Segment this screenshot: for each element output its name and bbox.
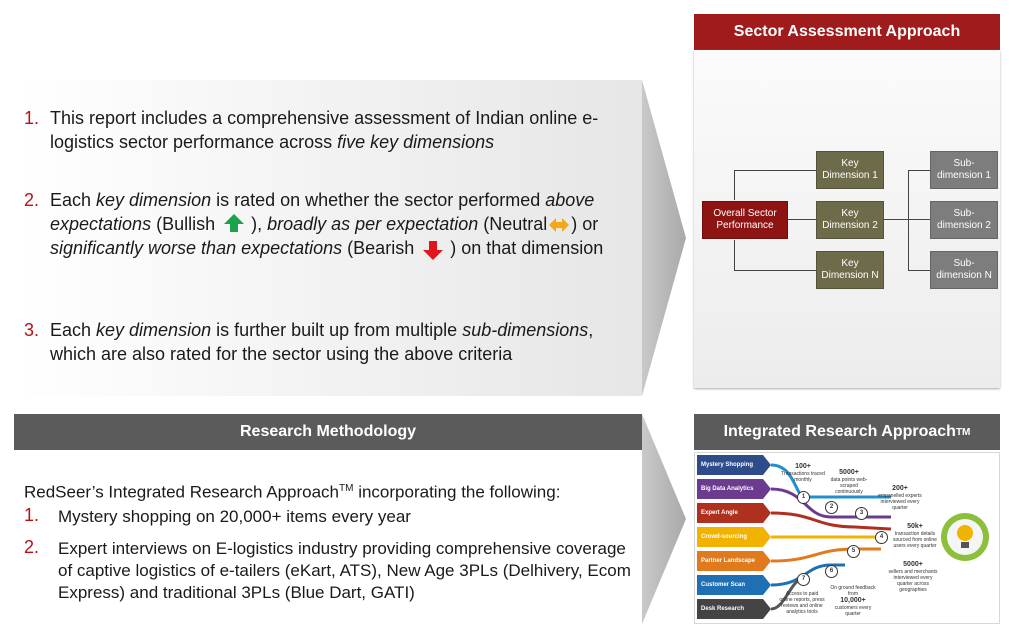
connector — [788, 219, 816, 220]
stat-value: 200+ — [892, 485, 908, 492]
assessment-panel — [18, 80, 642, 396]
bullet-emphasis: sub-dimensions — [462, 320, 589, 340]
methodology-intro — [24, 478, 644, 504]
bullet-emphasis: significantly worse than expectations — [50, 238, 343, 258]
tab-big-data-analytics: Big Data Analytics — [697, 479, 763, 499]
stat-caption: transaction details sourced from online users every quarter — [893, 531, 937, 549]
stat-value: 5000+ — [903, 561, 923, 568]
stat-value: 100+ — [795, 463, 811, 470]
bullet-text: ), — [246, 214, 268, 234]
step-circle: 2 — [825, 501, 838, 514]
tab-crowd-sourcing: Crowd-sourcing — [697, 527, 763, 547]
bullet-text: , which are also rated for the sector using the above criteria — [50, 320, 594, 364]
connector — [734, 170, 816, 171]
trademark-sup: TM — [339, 483, 354, 494]
trademark-sup: TM — [955, 426, 971, 438]
intro-text-end: incorporating the following: — [353, 482, 561, 502]
bullet-3 — [24, 318, 636, 366]
bullet-text: Each — [50, 190, 97, 210]
connector — [908, 170, 909, 270]
sub-dimension-box: Sub-dimension 2 — [930, 201, 998, 239]
bullet-number: 2. — [24, 190, 40, 210]
stat-note — [827, 469, 871, 495]
step-circle: 7 — [797, 573, 810, 586]
integrated-research-infographic — [694, 452, 1000, 624]
bullet-emphasis: five key dimensions — [337, 132, 495, 152]
bullet-emphasis: above expectations — [50, 190, 595, 234]
step-circle: 5 — [847, 545, 860, 558]
stat-value: 10,000+ — [840, 597, 866, 604]
bullish-arrow-icon — [224, 214, 244, 224]
overall-sector-box: Overall Sector Performance — [702, 201, 788, 239]
bullet-text: ) on that dimension — [445, 238, 604, 258]
tab-desk-research: Desk Research — [697, 599, 763, 619]
stat-caption: customers every quarter — [834, 605, 872, 617]
stat-value: 50k+ — [907, 523, 923, 530]
intro-text: RedSeer’s Integrated Research Approach — [24, 482, 340, 502]
chevron-arrow-bottom — [642, 414, 686, 624]
bullet-emphasis: key dimension — [96, 320, 212, 340]
connector — [734, 170, 735, 200]
stat-note — [889, 523, 941, 549]
stat-note: Access to paid online reports, press reviews and online analytics tools — [779, 591, 825, 615]
bullet-text: Each — [50, 320, 97, 340]
neutral-arrow-icon — [549, 219, 569, 231]
sector-assessment-diagram — [694, 50, 1000, 388]
step-circle: 3 — [855, 507, 868, 520]
sub-dimension-box: Sub-dimension N — [930, 251, 998, 289]
bullet-text: (Bearish — [342, 238, 420, 258]
bullet-number: 1. — [24, 108, 40, 128]
key-dimension-box: Key Dimension 1 — [816, 151, 884, 189]
methodology-item: Mystery shopping on 20,000+ items every year — [58, 507, 411, 526]
bullet-emphasis: broadly as per expectation — [267, 214, 479, 234]
sub-dimension-box: Sub-dimension 1 — [930, 151, 998, 189]
bullet-text: (Bullish — [151, 214, 221, 234]
tab-customer-scan: Customer Scan — [697, 575, 763, 595]
connector — [908, 270, 930, 271]
stat-caption: sellers and merchants interviewed every quarter across geographies — [888, 569, 938, 593]
bullet-1 — [24, 106, 636, 154]
bullet-text: is further built up from multiple — [211, 320, 463, 340]
tab-mystery-shopping: Mystery Shopping — [697, 455, 763, 475]
key-dimension-box: Key Dimension N — [816, 251, 884, 289]
methodology-item: Expert interviews on E-logistics industry providing comprehensive coverage of captive logistics of e-tailers (eKart, ATS), New Age 3PLs (Delhivery, Ecom Express) and traditional 3PLs (Blue Dart, GATI) — [58, 539, 631, 602]
connector — [734, 240, 735, 270]
research-methodology-header: Research Methodology — [14, 414, 642, 450]
stat-value: 5000+ — [839, 469, 859, 476]
bullet-text: ) or — [571, 214, 599, 234]
stat-caption: Transactions traced monthly — [781, 471, 825, 483]
stat-caption: On ground feedback from — [830, 585, 876, 597]
bullet-number: 3. — [24, 320, 40, 340]
bullet-emphasis: key dimension — [96, 190, 212, 210]
tab-expert-angle: Expert Angle — [697, 503, 763, 523]
connector — [884, 219, 930, 220]
chevron-arrow-top — [642, 80, 686, 396]
step-circle: 1 — [797, 491, 810, 504]
key-dimension-box: Key Dimension 2 — [816, 201, 884, 239]
stat-caption: empanelled experts interviewed every quarter — [878, 493, 922, 511]
step-circle: 6 — [825, 565, 838, 578]
item-number: 1. — [24, 505, 40, 525]
header-text: Integrated Research Approach — [723, 423, 956, 440]
stat-note — [781, 463, 825, 483]
stat-note — [827, 585, 879, 617]
connector — [908, 170, 930, 171]
item-number: 2. — [24, 537, 40, 557]
integrated-research-header — [694, 414, 1000, 450]
stat-note — [885, 561, 941, 593]
bullet-text: (Neutral — [478, 214, 548, 234]
bullet-text: is rated on whether the sector performed — [211, 190, 546, 210]
stat-note — [873, 485, 927, 511]
sector-assessment-header: Sector Assessment Approach — [694, 14, 1000, 50]
tab-partner-landscape: Partner Landscape — [697, 551, 763, 571]
bullet-text: This report includes a comprehensive assessment of Indian online e-logistics sector performance across — [50, 108, 599, 152]
bearish-arrow-icon — [423, 250, 443, 260]
step-circle: 4 — [875, 531, 888, 544]
stat-caption: data points web-scraped continuously — [830, 477, 868, 495]
connector — [734, 270, 816, 271]
bullet-2 — [24, 188, 636, 260]
